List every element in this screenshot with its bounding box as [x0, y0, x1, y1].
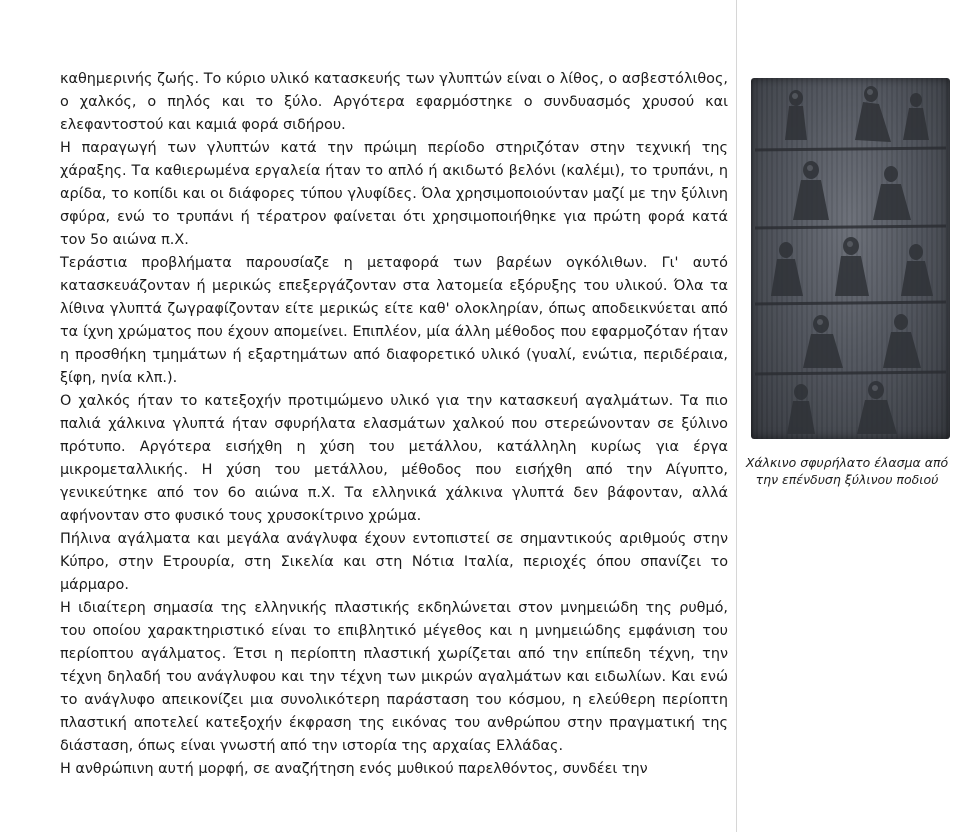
- relief-figures-illustration: [751, 78, 950, 439]
- paragraph: Η ανθρώπινη αυτή μορφή, σε αναζήτηση ενός μυθικού παρελθόντος, συνδέει την: [60, 761, 648, 777]
- column-divider: [736, 0, 737, 832]
- paragraph: Πήλινα αγάλματα και μεγάλα ανάγλυφα έχουν εντοπιστεί σε σημαντικούς αριθμούς στην Κύπρο, στην Ετρουρία, στη Σικελία και στη Νότια Ιταλία, περιοχές όπου σπανίζει το μάρμαρο.: [60, 531, 728, 593]
- bronze-relief-image: [751, 78, 950, 439]
- paragraph: Η ιδιαίτερη σημασία της ελληνικής πλαστικής εκδηλώνεται στον μνημειώδη της ρυθμό, του οποίου χαρακτηριστικό είναι το επιβλητικό μέγεθος και η μνημειώδης εμφάνιση του περίοπτου αγάλματος. Έτσι η περίοπτη πλαστική χωρίζεται από την επίπεδη τέχνη, την τέχνη δηλαδή του ανάγλυφου και την τέχνη των μικρών αγαλμάτων και ειδωλίων. Και ενώ το ανάγλυφο απεικονίζει μια συνολικότερη παράσταση του κόσμου, η ελεύθερη περίοπτη πλαστική αποτελεί κατεξοχήν έκφραση της εικόνας του ανθρώπου στην πραγματική της διάσταση, όπως είναι γνωστή από την ιστορία της αρχαίας Ελλάδας.: [60, 600, 728, 754]
- paragraph: Ο χαλκός ήταν το κατεξοχήν προτιμώμενο υλικό για την κατασκευή αγαλμάτων. Τα πιο παλιά χάλκινα γλυπτά ήταν σφυρήλατα ελασμάτων χαλκού που στερεώνονταν σε ξύλινο πρότυπο. Αργότερα εισήχθη η χύση του μετάλλου, κατάλληλη κυρίως για έργα μικρομεταλλικής. Η χύση του μετάλλου, μέθοδος που εισήχθη από την Αίγυπτο, γενικεύτηκε από τον 6ο αιώνα π.Χ. Τα ελληνικά χάλκινα γλυπτά δεν βάφονταν, αλλά αφήνονταν στο φυσικό τους χρυσοκίτρινο χρώμα.: [60, 393, 728, 524]
- main-text: [60, 68, 728, 781]
- figure-caption: Χάλκινο σφυρήλατο έλασμα από την επένδυση ξύλινου ποδιού: [745, 455, 949, 487]
- paragraph: καθημερινής ζωής. Το κύριο υλικό κατασκευής των γλυπτών είναι ο λίθος, ο ασβεστόλιθος, ο χαλκός, ο πηλός και το ξύλο. Αργότερα εφαρμόστηκε ο συνδυασμός χρυσού και ελεφαντοστού και καμιά φορά σιδήρου.: [60, 71, 728, 133]
- paragraph: Η παραγωγή των γλυπτών κατά την πρώιμη περίοδο στηριζόταν στην τεχνική της χάραξης. Τα καθιερωμένα εργαλεία ήταν το απλό ή ακιδωτό βελόνι (καλέμι), το τρυπάνι, η αρίδα, το κοπίδι και οι διάφορες τύπου γλυφίδες. Όλα χρησιμοποιούνταν μαζί με την ξύλινη σφύρα, ενώ το τρυπάνι ή τέρατρον φαίνεται ότι χρησιμοποιήθηκε για πρώτη φορά κατά τον 5ο αιώνα π.Χ.: [60, 140, 728, 248]
- paragraph: Τεράστια προβλήματα παρουσίαζε η μεταφορά των βαρέων ογκόλιθων. Γι' αυτό κατασκευάζονταν ή μερικώς επεξεργάζονταν στα λατομεία εξόρυξης του υλικού. Όλα τα λίθινα γλυπτά ζωγραφίζονταν είτε μερικώς είτε καθ' ολοκληρίαν, όπως αποδεικνύεται από τα ίχνη χρώματος που έχουν απομείνει. Επιπλέον, μία άλλη μέθοδος που εφαρμοζόταν ήταν η προσθήκη τμημάτων ή εξαρτημάτων από διαφορετικό υλικό (γυαλί, ενώτια, περιδέραια, ξίφη, ηνία κλπ.).: [60, 255, 728, 386]
